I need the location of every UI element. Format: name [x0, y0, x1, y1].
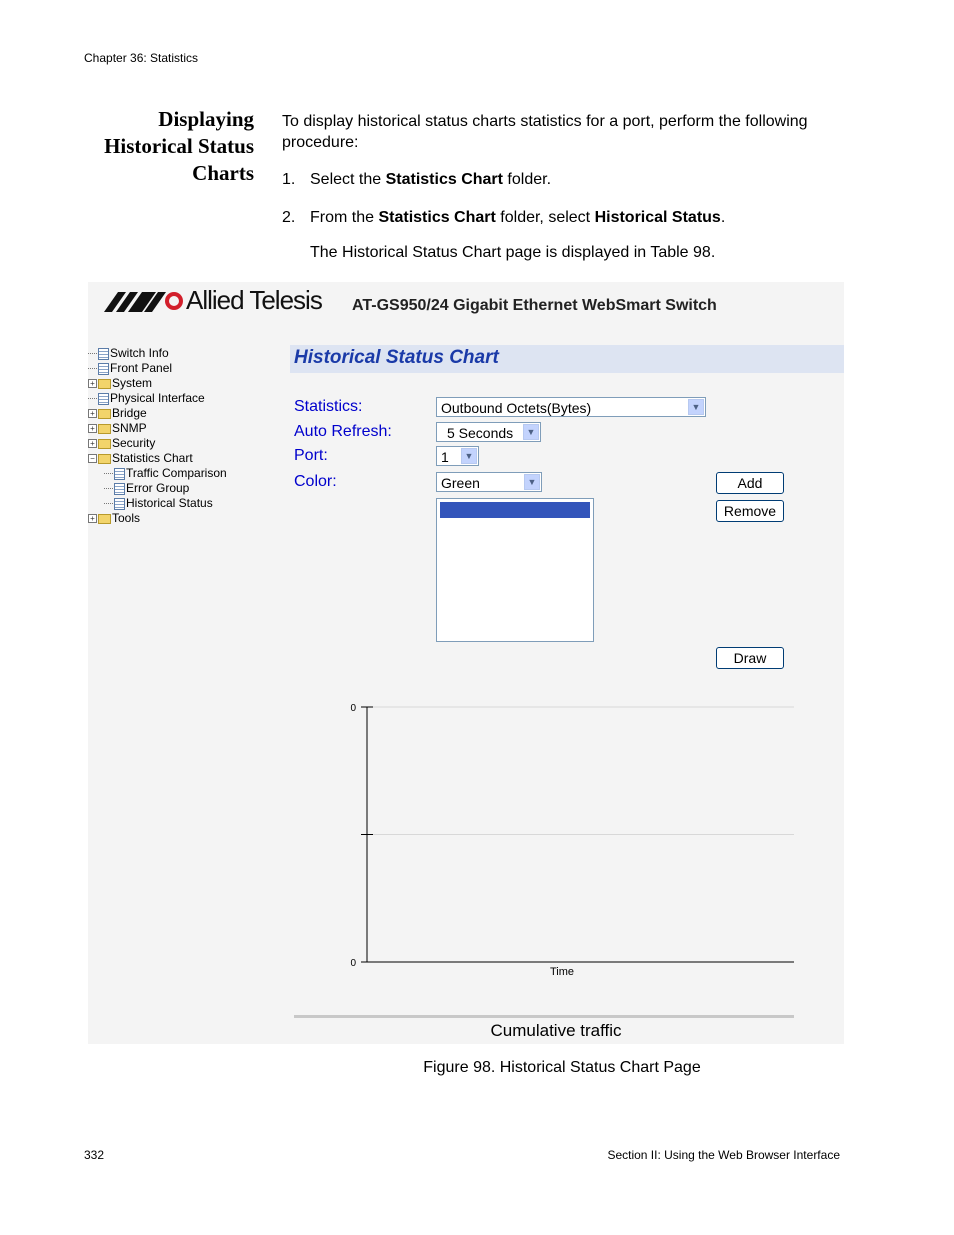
- chevron-down-icon: ▼: [461, 448, 477, 464]
- step-2: [282, 207, 842, 228]
- tree-item[interactable]: [88, 346, 227, 361]
- figure-caption: Figure 98. Historical Status Chart Page: [423, 1059, 701, 1076]
- chevron-down-icon: ▼: [523, 424, 539, 440]
- tree-connector: [88, 368, 97, 369]
- tree-item[interactable]: [88, 361, 227, 376]
- document-icon: [114, 498, 125, 510]
- section-title: [60, 106, 254, 187]
- document-icon: [98, 363, 109, 375]
- chevron-down-icon: ▼: [524, 474, 540, 490]
- folder-icon: [98, 514, 111, 524]
- step-text-pre: From the: [310, 209, 379, 226]
- statistics-label: Statistics:: [294, 398, 363, 415]
- auto-refresh-label: Auto Refresh:: [294, 423, 392, 440]
- brand-name: Allied Telesis: [186, 285, 322, 315]
- x-axis-label: Time: [549, 966, 575, 978]
- tree-item-label: Statistics Chart: [112, 451, 193, 465]
- listbox-selected-item[interactable]: [440, 502, 590, 518]
- tree-item[interactable]: [88, 391, 227, 406]
- chart-separator: [294, 1015, 794, 1018]
- step-number: 2.: [282, 209, 296, 226]
- port-label: Port:: [294, 447, 328, 464]
- tree-item-label: Historical Status: [126, 496, 213, 510]
- tree-item[interactable]: [88, 436, 227, 451]
- tree-item-label: Bridge: [112, 406, 147, 420]
- tree-item-label: Traffic Comparison: [126, 466, 227, 480]
- tree-item-label: Tools: [112, 511, 141, 525]
- tree-item[interactable]: [88, 511, 227, 526]
- tree-item[interactable]: [88, 421, 227, 436]
- tree-item[interactable]: [88, 466, 227, 481]
- tree-item-label: Error Group: [126, 481, 190, 495]
- step-number: 1.: [282, 171, 296, 188]
- navigation-tree: [88, 346, 227, 526]
- add-button[interactable]: Add: [716, 472, 784, 494]
- chevron-down-icon: ▼: [688, 399, 704, 415]
- document-icon: [114, 483, 125, 495]
- collapse-icon[interactable]: −: [88, 454, 97, 463]
- tree-connector: [88, 398, 97, 399]
- step-1: [282, 169, 842, 190]
- chart-caption: Cumulative traffic: [490, 1021, 622, 1040]
- section-title-line-2: Historical Status: [104, 134, 254, 158]
- y-tick-label: 0: [350, 958, 356, 969]
- step-bold-1: Statistics Chart: [378, 209, 496, 226]
- tree-item-label: Switch Info: [110, 346, 169, 360]
- color-select[interactable]: [436, 472, 542, 492]
- folder-icon: [98, 379, 111, 389]
- document-icon: [98, 393, 109, 405]
- expand-icon[interactable]: +: [88, 409, 97, 418]
- footer-section: Section II: Using the Web Browser Interface: [607, 1148, 840, 1162]
- step-text-mid: folder.: [502, 171, 552, 188]
- folder-icon: [98, 454, 111, 464]
- step-text-pre: Select the: [310, 171, 386, 188]
- tree-item[interactable]: [88, 451, 227, 466]
- tree-item-label: Physical Interface: [110, 391, 205, 405]
- step-bold-2: Historical Status: [594, 209, 721, 226]
- tree-item-label: Security: [112, 436, 156, 450]
- color-select-value: Green: [441, 475, 480, 491]
- step-bold-1: Statistics Chart: [385, 171, 503, 188]
- tree-item-label: Front Panel: [110, 361, 173, 375]
- page-number: 332: [84, 1148, 105, 1162]
- tree-connector: [104, 473, 113, 474]
- document-icon: [98, 348, 109, 360]
- section-title-line-1: Displaying: [158, 107, 254, 131]
- step-text: [310, 207, 725, 228]
- product-name: AT-GS950/24 Gigabit Ethernet WebSmart Switch: [352, 297, 717, 314]
- port-select-value: 1: [441, 449, 449, 465]
- tree-item[interactable]: [88, 496, 227, 511]
- step-text: [310, 169, 551, 190]
- chart-ticks: [350, 703, 373, 969]
- document-icon: [114, 468, 125, 480]
- follow-text: The Historical Status Chart page is displayed in Table 98.: [310, 244, 716, 261]
- tree-item[interactable]: [88, 376, 227, 391]
- traffic-chart: [340, 695, 810, 995]
- statistics-select[interactable]: [436, 397, 706, 417]
- running-head: Chapter 36: Statistics: [84, 51, 199, 65]
- color-label: Color:: [294, 473, 337, 490]
- auto-refresh-select[interactable]: [436, 422, 541, 442]
- section-title-line-3: Charts: [192, 161, 254, 185]
- folder-icon: [98, 424, 111, 434]
- expand-icon[interactable]: +: [88, 379, 97, 388]
- step-text-mid: folder, select: [495, 209, 595, 226]
- tree-item[interactable]: [88, 481, 227, 496]
- y-tick-label: 0: [350, 703, 356, 714]
- tree-item[interactable]: [88, 406, 227, 421]
- expand-icon[interactable]: +: [88, 514, 97, 523]
- expand-icon[interactable]: +: [88, 424, 97, 433]
- tree-connector: [88, 353, 97, 354]
- panel-title: Historical Status Chart: [294, 347, 499, 368]
- tree-connector: [104, 503, 113, 504]
- statistics-select-value: Outbound Octets(Bytes): [441, 400, 592, 416]
- tree-item-label: System: [112, 376, 153, 390]
- expand-icon[interactable]: +: [88, 439, 97, 448]
- tree-connector: [104, 488, 113, 489]
- draw-button[interactable]: Draw: [716, 647, 784, 669]
- port-select[interactable]: [436, 446, 479, 466]
- remove-button[interactable]: Remove: [716, 500, 784, 522]
- folder-icon: [98, 409, 111, 419]
- folder-icon: [98, 439, 111, 449]
- chart-grid: [367, 707, 794, 962]
- intro-paragraph: To display historical status charts statistics for a port, perform the following procedure:: [282, 113, 808, 151]
- allied-telesis-logo-icon: [104, 288, 184, 314]
- step-text-post: .: [720, 209, 726, 226]
- series-listbox[interactable]: [436, 498, 594, 642]
- auto-refresh-select-value: 5 Seconds: [447, 425, 514, 441]
- tree-item-label: SNMP: [112, 421, 147, 435]
